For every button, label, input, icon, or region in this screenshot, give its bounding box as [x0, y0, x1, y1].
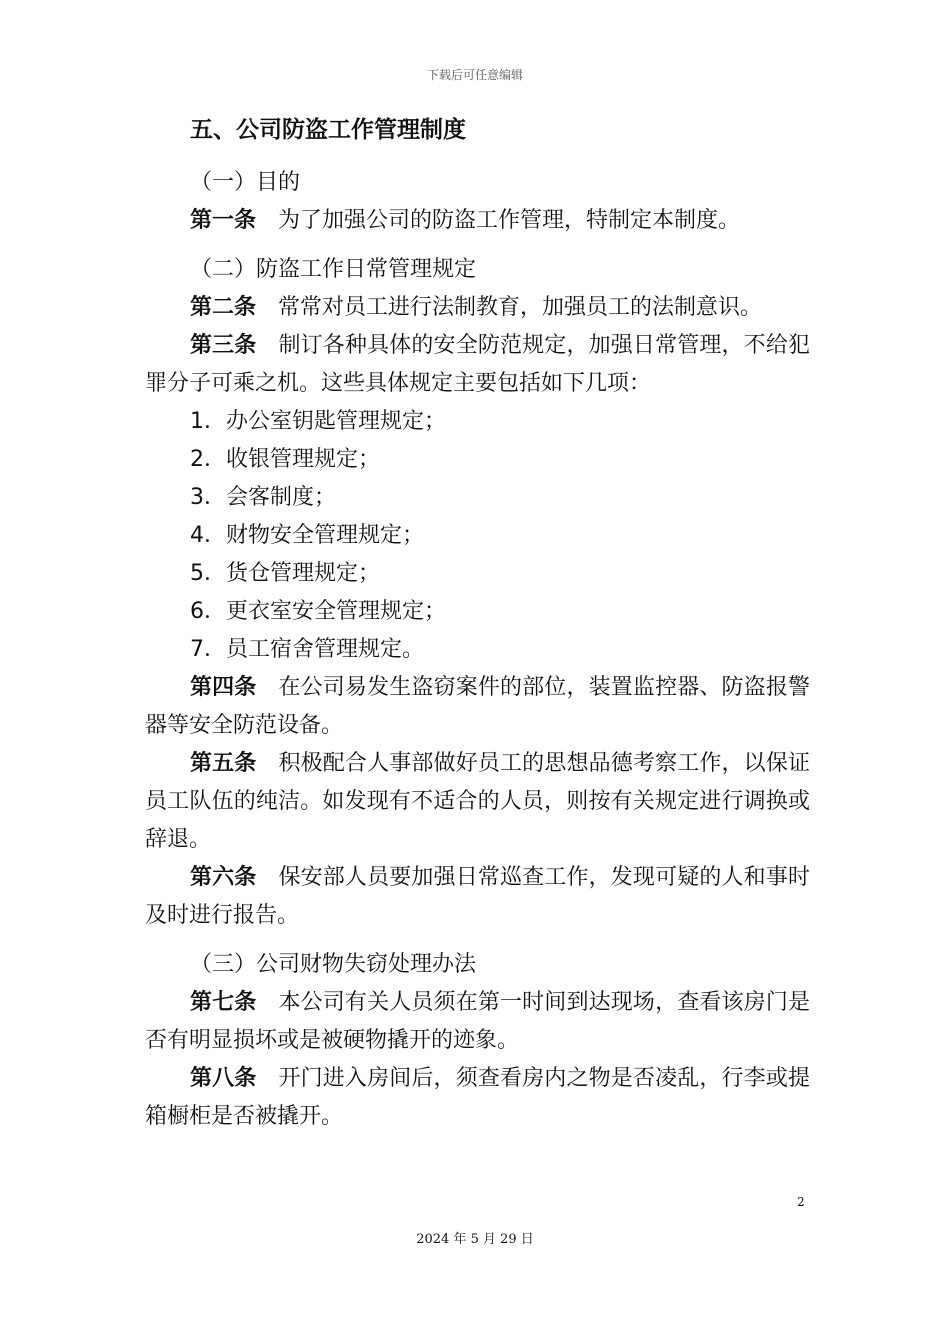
page-header: 下载后可任意编辑 [426, 68, 523, 82]
list-item: 1．办公室钥匙管理规定； [190, 409, 446, 434]
article-8 [145, 1060, 810, 1136]
article-label: 第四条 [190, 675, 257, 700]
list-item: 5．货仓管理规定； [190, 561, 380, 586]
page-number: 2 [797, 1195, 805, 1209]
list-item: 4．财物安全管理规定； [190, 523, 424, 548]
article-text: 积极配合人事部做好员工的思想品德考察工作，以保证员工队伍的纯洁。如发现有不适合的人员，则按有关规定进行调换或辞退。 [145, 751, 810, 852]
article-1 [145, 202, 810, 240]
article-text: 制订各种具体的安全防范规定，加强日常管理，不给犯罪分子可乘之机。这些具体规定主要包括如下几项： [145, 333, 810, 396]
article-text: 保安部人员要加强日常巡查工作，发现可疑的人和事时及时进行报告。 [145, 865, 810, 928]
article-6 [145, 859, 810, 935]
article-label: 第六条 [190, 865, 257, 890]
article-text: 为了加强公司的防盗工作管理，特制定本制度。 [278, 208, 741, 233]
article-label: 第五条 [190, 751, 257, 776]
article-text: 开门进入房间后，须查看房内之物是否凌乱，行李或提箱橱柜是否被撬开。 [145, 1066, 810, 1129]
article-3 [145, 327, 810, 403]
article-text: 在公司易发生盗窃案件的部位，装置监控器、防盗报警器等安全防范设备。 [145, 675, 810, 738]
article-text: 常常对员工进行法制教育，加强员工的法制意识。 [278, 295, 763, 320]
list-item: 2．收银管理规定； [190, 447, 380, 472]
section-heading-daily-rules: （二）防盗工作日常管理规定 [190, 257, 477, 282]
list-item: 3．会客制度； [190, 485, 336, 510]
article-label: 第三条 [190, 333, 257, 358]
document-title: 五、公司防盗工作管理制度 [190, 117, 466, 143]
list-item: 7．员工宿舍管理规定。 [190, 637, 424, 662]
article-label: 第七条 [190, 990, 257, 1015]
document-body [145, 110, 810, 1136]
article-7 [145, 984, 810, 1060]
page-footer-date: 2024 年 5 月 29 日 [416, 1232, 534, 1247]
article-text: 本公司有关人员须在第一时间到达现场，查看该房门是否有明显损坏或是被硬物撬开的迹象。 [145, 990, 810, 1053]
article-label: 第二条 [190, 295, 257, 320]
section-heading-theft-handling: （三）公司财物失窃处理办法 [190, 952, 477, 977]
article-4 [145, 669, 810, 745]
article-5 [145, 745, 810, 859]
section-heading-purpose: （一）目的 [190, 170, 301, 195]
article-2 [145, 289, 810, 327]
list-item: 6．更衣室安全管理规定； [190, 599, 446, 624]
article-label: 第八条 [190, 1066, 257, 1091]
article-label: 第一条 [190, 208, 257, 233]
